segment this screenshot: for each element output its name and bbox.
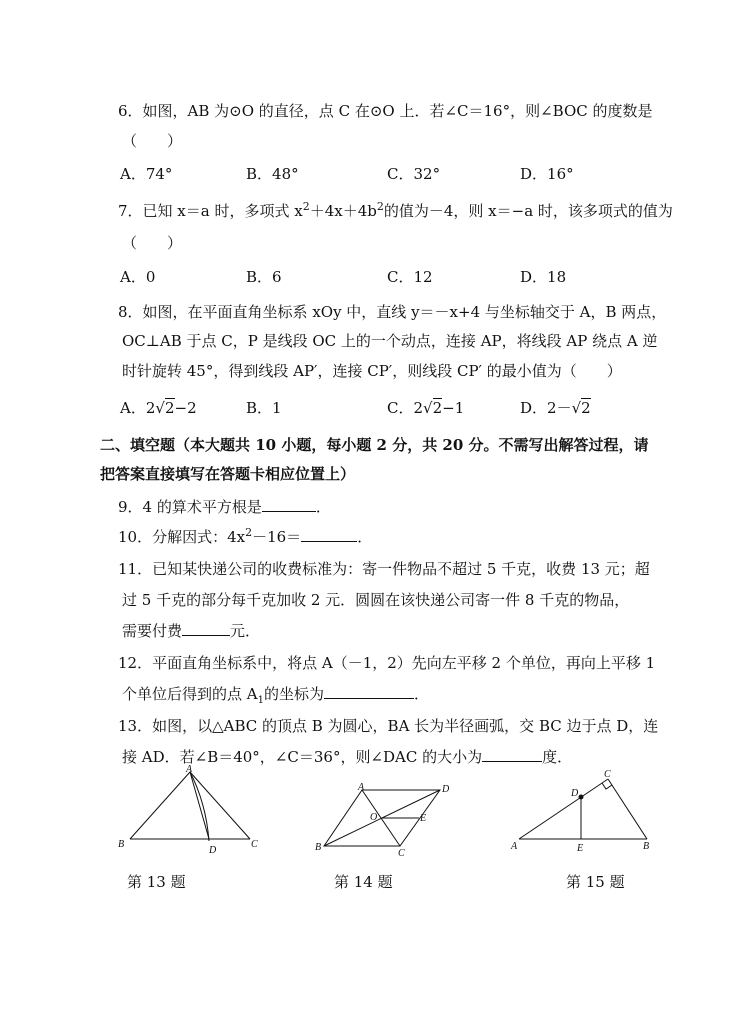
figure-15 bbox=[505, 765, 665, 860]
q11-line1: 11．已知某快递公司的收费标准为：寄一件物品不超过 5 千克，收费 13 元；超 bbox=[118, 560, 650, 578]
q10-text: 10．分解因式：4x bbox=[118, 528, 246, 546]
q6-option-b: B．48° bbox=[246, 165, 299, 183]
fig13-label-b: B bbox=[118, 839, 125, 850]
q8-option-d-radicand: 2 bbox=[581, 399, 591, 417]
q12-text: 个单位后得到的点 A bbox=[122, 685, 258, 703]
fig14-label-c: C bbox=[398, 848, 405, 859]
figure-14 bbox=[312, 780, 462, 860]
q13-line1: 13．如图，以△ABC 的顶点 B 为圆心，BA 长为半径画弧，交 BC 边于点 D，连 bbox=[118, 717, 659, 735]
section2-heading-line2: 把答案直接填写在答题卡相应位置上） bbox=[100, 465, 356, 483]
q8-option-c bbox=[387, 398, 464, 418]
q9-text: 9．4 的算术平方根是 bbox=[118, 498, 262, 516]
q7-line1: 7．已知 x＝a 时，多项式 x2＋4x＋4b2的值为－4，则 x＝−a 时，该多项式的值为 bbox=[118, 200, 673, 220]
q12-sub: 1 bbox=[257, 695, 264, 706]
q9 bbox=[118, 497, 331, 517]
fig13-label-a: A bbox=[186, 765, 193, 775]
q10-mid: －16＝ bbox=[252, 528, 302, 546]
q11-line3 bbox=[122, 621, 260, 641]
q8-option-d-label: D．2－ bbox=[520, 399, 572, 417]
q11-answer-blank[interactable] bbox=[182, 621, 230, 636]
q11-end: 元． bbox=[230, 622, 261, 640]
q6-option-d: D．16° bbox=[520, 165, 574, 183]
q6-option-c: C．32° bbox=[387, 165, 441, 183]
q6-line2: （ ） bbox=[122, 132, 183, 150]
fig14-caption: 第 14 题 bbox=[334, 873, 393, 891]
q9-end: ． bbox=[315, 498, 331, 516]
q8-option-a-tail: −2 bbox=[174, 399, 197, 417]
q12-line1: 12．平面直角坐标系中，将点 A（－1，2）先向左平移 2 个单位，再向上平移 1 bbox=[118, 654, 656, 672]
fig15-label-d: D bbox=[571, 788, 579, 799]
q13-text: 接 AD．若∠B＝40°，∠C＝36°，则∠DAC 的大小为 bbox=[122, 748, 483, 766]
q12-text-b: 的坐标为 bbox=[263, 685, 324, 703]
q13-end: 度． bbox=[542, 748, 573, 766]
figure-13 bbox=[110, 765, 270, 860]
q8-option-c-tail: −1 bbox=[442, 399, 465, 417]
fig14-label-a: A bbox=[358, 782, 365, 793]
q13-line2 bbox=[122, 747, 572, 767]
fig15-label-c: C bbox=[604, 769, 611, 780]
q7-option-b: B．6 bbox=[246, 268, 282, 286]
fig14-label-d: D bbox=[442, 784, 450, 795]
q8-option-c-radicand: 2 bbox=[432, 399, 443, 417]
q9-answer-blank[interactable] bbox=[262, 497, 316, 512]
q7-text-c: 的值为－4，则 x＝−a 时，该多项式的值为 bbox=[383, 202, 673, 220]
q7-text-a: 7．已知 x＝a 时，多项式 x bbox=[118, 202, 303, 220]
q6-option-a: A．74° bbox=[120, 165, 173, 183]
q8-option-b: B．1 bbox=[246, 399, 282, 417]
fig14-label-o: O bbox=[370, 812, 378, 823]
fig15-label-e: E bbox=[577, 843, 584, 854]
q11-text: 需要付费 bbox=[122, 622, 183, 640]
q8-line3: 时针旋转 45°，得到线段 AP′，连接 CP′，则线段 CP′ 的最小值为（ ） bbox=[122, 362, 622, 380]
fig13-label-d: D bbox=[209, 845, 217, 856]
fig14-label-b: B bbox=[315, 842, 322, 853]
q8-option-d bbox=[520, 398, 591, 418]
q10-answer-blank[interactable] bbox=[301, 527, 357, 542]
q8-line2: OC⊥AB 于点 C，P 是线段 OC 上的一个动点，连接 AP，将线段 AP 绕点 A 逆 bbox=[122, 332, 658, 350]
q10-end: ． bbox=[357, 528, 373, 546]
q8-option-a-radicand: 2 bbox=[164, 399, 175, 417]
fig13-label-c: C bbox=[251, 839, 258, 850]
fig13-caption: 第 13 题 bbox=[127, 873, 186, 891]
q8-option-c-label: C．2 bbox=[387, 399, 424, 417]
q10: 10．分解因式：4x2－16＝ ． bbox=[118, 526, 373, 546]
fig14-label-e: E bbox=[420, 813, 427, 824]
section2-heading-line1: 二、填空题（本大题共 10 小题，每小题 2 分，共 20 分。不需写出解答过程，请 bbox=[100, 436, 649, 454]
sqrt-icon: √ bbox=[571, 399, 582, 417]
q7-option-c: C．12 bbox=[387, 268, 433, 286]
sqrt-icon: √ bbox=[155, 399, 165, 417]
q7-option-d: D．18 bbox=[520, 268, 567, 286]
q12-line2 bbox=[122, 684, 429, 711]
q7-option-a: A．0 bbox=[120, 268, 156, 286]
q6-line1: 6．如图，AB 为⊙O 的直径，点 C 在⊙O 上．若∠C＝16°，则∠BOC 的度数是 bbox=[118, 102, 653, 120]
q8-line1: 8．如图，在平面直角坐标系 xOy 中，直线 y＝－x+4 与坐标轴交于 A，B 两点， bbox=[118, 303, 667, 321]
q8-option-a bbox=[120, 398, 197, 418]
fig15-label-a: A bbox=[511, 841, 518, 852]
q11-line2: 过 5 千克的部分每千克加收 2 元．圆圆在该快递公司寄一件 8 千克的物品， bbox=[122, 591, 630, 609]
sqrt-icon: √ bbox=[423, 399, 433, 417]
q13-answer-blank[interactable] bbox=[482, 747, 542, 762]
q12-end: ． bbox=[414, 685, 430, 703]
q7-text-b: ＋4x＋4b bbox=[309, 202, 377, 220]
fig15-caption: 第 15 题 bbox=[566, 873, 625, 891]
fig15-label-b: B bbox=[643, 841, 650, 852]
q7-line2: （ ） bbox=[122, 234, 183, 252]
q8-option-a-label: A．2 bbox=[120, 399, 156, 417]
q12-answer-blank[interactable] bbox=[324, 684, 414, 699]
